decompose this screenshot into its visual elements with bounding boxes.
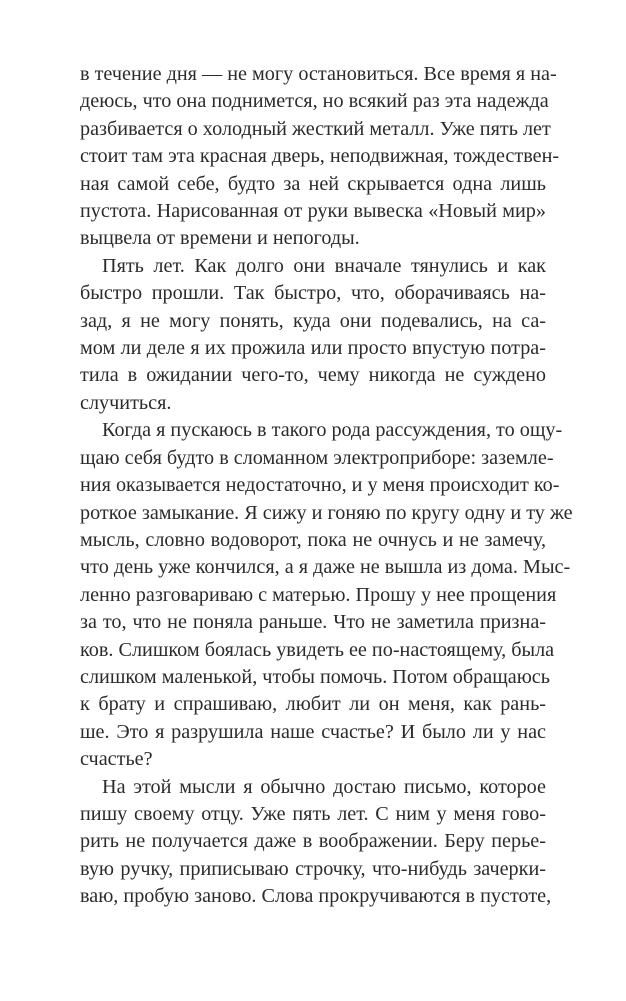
text-line: что день уже кончился, а я даже не вышла из дома. Мыс- bbox=[80, 556, 571, 579]
paragraph bbox=[80, 417, 573, 773]
text-line: рить не получается даже в воображении. Беру перье- bbox=[80, 830, 546, 853]
text-line: слишком маленькой, чтобы помочь. Потом обращаюсь bbox=[80, 665, 550, 688]
paragraph bbox=[80, 61, 560, 253]
text-line: тила в ожидании чего-то, чему никогда не суждено bbox=[80, 364, 546, 387]
text-line: случиться. bbox=[80, 391, 172, 414]
text-line: пишу своему отцу. Уже пять лет. С ним у меня гово- bbox=[80, 802, 546, 825]
text-line: деюсь, что она поднимется, но всякий раз эта надежда bbox=[80, 90, 549, 113]
text-line: разбивается о холодный жесткий металл. Уже пять лет bbox=[80, 117, 551, 140]
paragraph bbox=[80, 253, 546, 417]
text-line: вую ручку, приписываю строчку, что-нибудь зачерки- bbox=[80, 857, 546, 880]
text-line: мысль, словно водоворот, пока не очнусь и не замечу, bbox=[80, 528, 546, 551]
text-line: Когда я пускаюсь в такого рода рассуждения, то ощу- bbox=[102, 419, 563, 442]
text-line: быстро прошли. Так быстро, что, оборачиваясь на- bbox=[80, 282, 546, 305]
book-page bbox=[80, 61, 573, 911]
text-line: выцвела от времени и непогоды. bbox=[80, 227, 360, 250]
text-line: роткое замыкание. Я сижу и гоняю по кругу одну и ту же bbox=[80, 501, 573, 524]
text-line: ваю, пробую заново. Слова прокручиваются в пустоте, bbox=[80, 885, 552, 908]
text-line: ше. Это я разрушила наше счастье? И было ли у нас bbox=[80, 720, 546, 743]
text-line: ков. Слишком боялась увидеть ее по-настоящему, была bbox=[80, 638, 555, 661]
text-line: к брату и спрашиваю, любит ли он меня, как рань- bbox=[80, 693, 546, 716]
paragraph bbox=[80, 774, 552, 911]
text-line: Пять лет. Как долго они вначале тянулись и как bbox=[102, 254, 546, 277]
text-line: На этой мысли я обычно достаю письмо, которое bbox=[102, 775, 546, 798]
text-line: ная самой себе, будто за ней скрывается одна лишь bbox=[80, 172, 546, 195]
text-line: мом ли деле я их прожила или просто впустую потра- bbox=[80, 337, 546, 360]
text-line: зад, я не могу понять, куда они подевались, на са- bbox=[80, 309, 546, 332]
text-line: счастье? bbox=[80, 748, 153, 771]
text-line: щаю себя будто в сломанном электроприборе: заземле- bbox=[80, 446, 554, 469]
text-line: за то, что не поняла раньше. Что не заметила призна- bbox=[80, 611, 546, 634]
text-line: ленно разговариваю с матерью. Прошу у нее прощения bbox=[80, 583, 557, 606]
text-line: пустота. Нарисованная от руки вывеска «Новый мир» bbox=[80, 200, 546, 223]
text-line: стоит там эта красная дверь, неподвижная, тождествен- bbox=[80, 145, 560, 168]
text-line: ния оказывается недостаточно, и у меня происходит ко- bbox=[80, 474, 560, 497]
text-line: в течение дня — не могу остановиться. Все время я на- bbox=[80, 63, 557, 85]
